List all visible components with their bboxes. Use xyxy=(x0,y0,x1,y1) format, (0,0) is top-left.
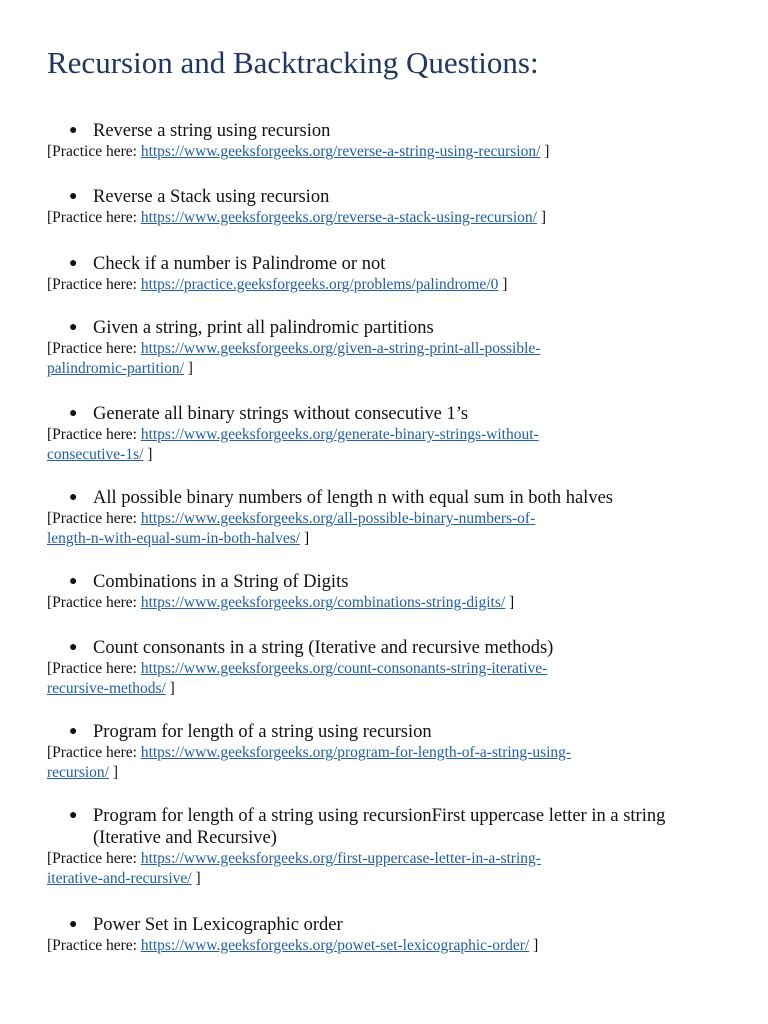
practice-suffix: ] xyxy=(108,764,119,781)
practice-line xyxy=(47,509,728,549)
bullet-icon: ● xyxy=(69,917,78,932)
question-title-row xyxy=(47,914,728,936)
question-title-row xyxy=(47,571,728,593)
question-title: Count consonants in a string (Iterative and recursive methods) xyxy=(93,638,554,658)
practice-line xyxy=(47,339,728,379)
question-title-row xyxy=(47,403,728,425)
practice-prefix: [Practice here: xyxy=(47,340,141,357)
question-title: Reverse a Stack using recursion xyxy=(93,187,330,207)
question-item-3 xyxy=(47,253,728,295)
question-item-9 xyxy=(47,721,728,783)
question-title: Program for length of a string using recursionFirst uppercase letter in a string (Iterative and Recursive) xyxy=(93,806,666,848)
practice-prefix: [Practice here: xyxy=(47,426,141,443)
practice-suffix: ] xyxy=(143,446,153,463)
practice-link[interactable]: https://www.geeksforgeeks.org/generate-binary-strings-without- xyxy=(140,426,539,443)
question-title-row xyxy=(47,120,728,142)
practice-line xyxy=(47,743,728,783)
practice-suffix: ] xyxy=(498,276,508,293)
question-item-1 xyxy=(47,120,728,162)
page-title: Recursion and Backtracking Questions: xyxy=(47,45,539,80)
practice-link[interactable]: https://www.geeksforgeeks.org/reverse-a-string-using-recursion/ xyxy=(140,143,541,160)
practice-prefix: [Practice here: xyxy=(47,510,141,527)
practice-line xyxy=(47,425,728,465)
practice-line xyxy=(47,593,728,613)
practice-prefix: [Practice here: xyxy=(47,143,141,160)
practice-link[interactable]: https://www.geeksforgeeks.org/program-for-length-of-a-string-using- xyxy=(140,744,572,761)
bullet-icon: ● xyxy=(69,808,78,823)
practice-link[interactable]: https://practice.geeksforgeeks.org/problems/palindrome/0 xyxy=(140,276,499,293)
practice-line xyxy=(47,936,728,956)
question-title-row xyxy=(47,317,728,339)
practice-link[interactable]: https://www.geeksforgeeks.org/powet-set-lexicographic-order/ xyxy=(140,937,530,954)
practice-suffix: ] xyxy=(540,143,550,160)
practice-suffix: ] xyxy=(191,870,201,887)
question-title-row xyxy=(47,487,728,509)
bullet-icon: ● xyxy=(69,490,78,505)
question-title: All possible binary numbers of length n with equal sum in both halves xyxy=(93,488,613,508)
practice-prefix: [Practice here: xyxy=(47,276,141,293)
question-title: Power Set in Lexicographic order xyxy=(93,915,343,935)
question-item-8 xyxy=(47,637,728,699)
practice-link[interactable]: https://www.geeksforgeeks.org/all-possible-binary-numbers-of- xyxy=(140,510,536,527)
question-title: Generate all binary strings without consecutive 1’s xyxy=(93,404,469,424)
practice-prefix: [Practice here: xyxy=(47,209,141,226)
practice-prefix: [Practice here: xyxy=(47,594,141,611)
bullet-icon: ● xyxy=(69,406,78,421)
question-title: Combinations in a String of Digits xyxy=(93,572,349,592)
question-title-row xyxy=(47,253,728,275)
practice-suffix: ] xyxy=(300,530,310,547)
practice-prefix: [Practice here: xyxy=(47,850,141,867)
practice-line xyxy=(47,208,728,228)
question-title: Given a string, print all palindromic partitions xyxy=(93,318,434,338)
question-item-7 xyxy=(47,571,728,613)
practice-link-continuation[interactable]: recursion/ xyxy=(47,764,109,781)
question-item-2 xyxy=(47,186,728,228)
practice-link[interactable]: https://www.geeksforgeeks.org/reverse-a-stack-using-recursion/ xyxy=(140,209,537,226)
practice-prefix: [Practice here: xyxy=(47,937,141,954)
question-title: Check if a number is Palindrome or not xyxy=(93,254,386,274)
bullet-icon: ● xyxy=(69,123,78,138)
bullet-icon: ● xyxy=(69,574,78,589)
bullet-icon: ● xyxy=(69,724,78,739)
practice-link-continuation[interactable]: recursive-methods/ xyxy=(47,680,166,697)
practice-suffix: ] xyxy=(505,594,515,611)
practice-link[interactable]: https://www.geeksforgeeks.org/first-uppercase-letter-in-a-string- xyxy=(140,850,541,867)
practice-link-continuation[interactable]: length-n-with-equal-sum-in-both-halves/ xyxy=(47,530,301,547)
practice-suffix: ] xyxy=(165,680,175,697)
question-title-row xyxy=(47,805,728,849)
bullet-icon: ● xyxy=(69,320,78,335)
question-title-row xyxy=(47,637,728,659)
bullet-icon: ● xyxy=(69,640,78,655)
practice-prefix: [Practice here: xyxy=(47,660,141,677)
bullet-icon: ● xyxy=(69,256,78,271)
question-item-10 xyxy=(47,805,728,889)
practice-line xyxy=(47,142,728,162)
question-title: Program for length of a string using recursion xyxy=(93,722,432,742)
question-title: Reverse a string using recursion xyxy=(93,121,331,141)
practice-suffix: ] xyxy=(183,360,193,377)
practice-prefix: [Practice here: xyxy=(47,744,141,761)
practice-link-continuation[interactable]: palindromic-partition/ xyxy=(47,360,184,377)
question-item-6 xyxy=(47,487,728,549)
question-title-row xyxy=(47,186,728,208)
practice-link-continuation[interactable]: iterative-and-recursive/ xyxy=(47,870,192,887)
question-item-5 xyxy=(47,403,728,465)
practice-link[interactable]: https://www.geeksforgeeks.org/count-consonants-string-iterative- xyxy=(140,660,548,677)
practice-line xyxy=(47,659,728,699)
bullet-icon: ● xyxy=(69,189,78,204)
practice-link-continuation[interactable]: consecutive-1s/ xyxy=(47,446,144,463)
question-title-row xyxy=(47,721,728,743)
practice-line xyxy=(47,849,728,889)
question-item-11 xyxy=(47,914,728,956)
practice-suffix: ] xyxy=(529,937,539,954)
practice-link[interactable]: https://www.geeksforgeeks.org/given-a-string-print-all-possible- xyxy=(140,340,541,357)
practice-link[interactable]: https://www.geeksforgeeks.org/combinations-string-digits/ xyxy=(140,594,506,611)
practice-suffix: ] xyxy=(536,209,546,226)
question-item-4 xyxy=(47,317,728,379)
practice-line xyxy=(47,275,728,295)
